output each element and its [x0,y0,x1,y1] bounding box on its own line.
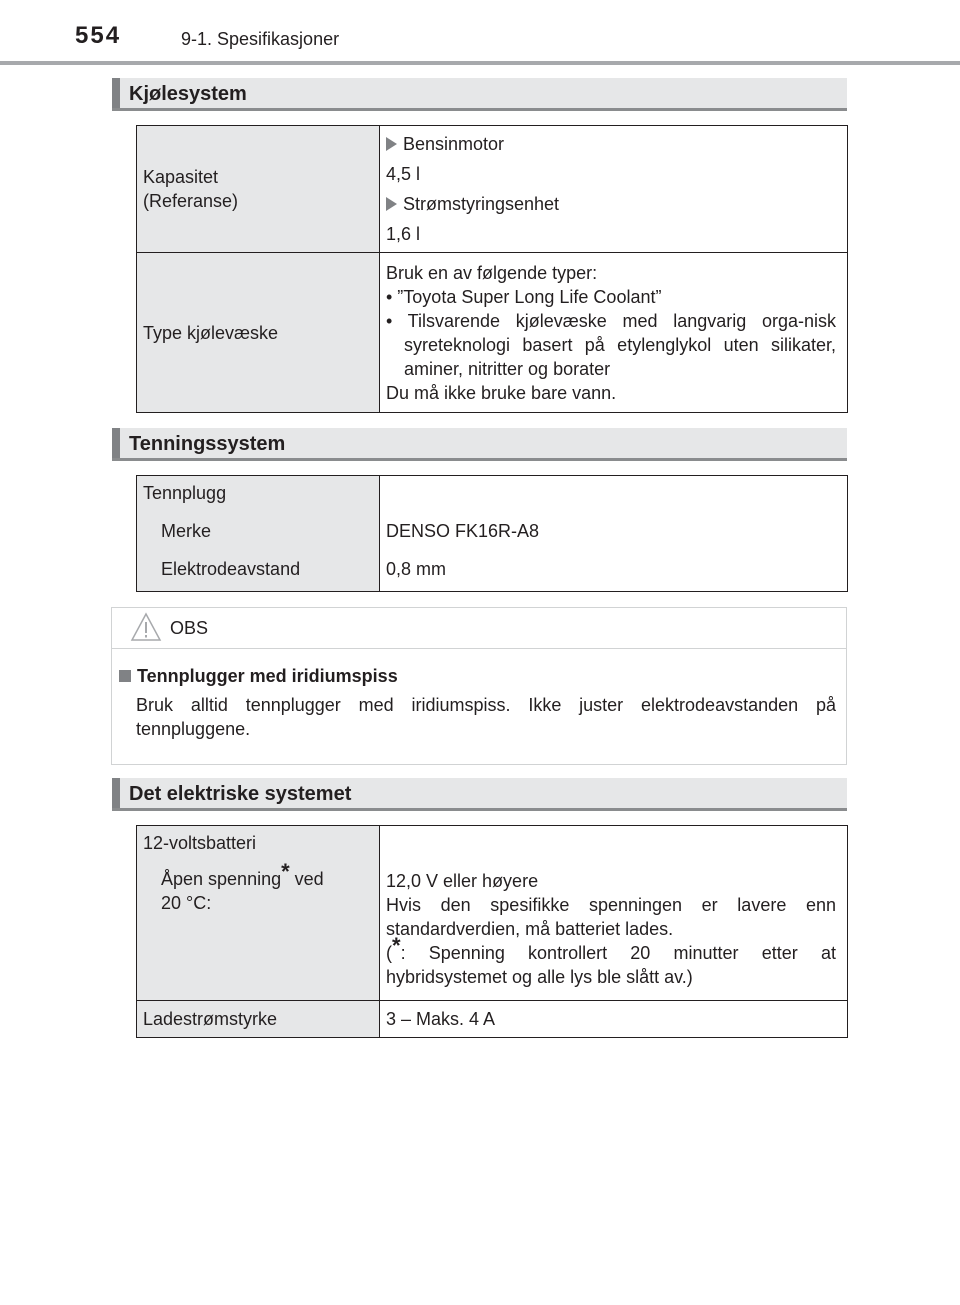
charge-value: 3 – Maks. 4 A [386,1009,496,1029]
page-number: 554 [75,22,122,49]
charge-value-cell [380,1001,848,1038]
spark-plug-label: Tennplugg [143,483,227,503]
charge-label: Ladestrømstyrke [143,1009,278,1029]
notice-box [111,607,847,765]
ignition-table [136,475,848,592]
section-bar [112,78,120,108]
capacity-label-cell [137,126,380,253]
spark-plug-value-cell [380,476,848,592]
capacity-label: Kapasitet (Referanse) [143,167,239,211]
engine-value: 4,5 l [386,164,421,184]
pcu-row [386,192,836,216]
notice-subtitle-row [119,666,398,687]
arrow-icon [386,197,397,211]
section-cooling-header [112,78,847,111]
notice-subtitle: Tennplugger med iridiumspiss [137,666,398,686]
brand-value: DENSO FK16R-A8 [386,521,540,541]
coolant-note: Du må ikke bruke bare vann. [386,382,617,403]
battery-label: 12-voltsbatteri [143,833,257,853]
pcu-label: Strømstyringsenhet [403,194,560,214]
spark-plug-label-cell [137,476,380,592]
coolant-intro: Bruk en av følgende typer: [386,262,598,283]
chapter-title: 9-1. Spesifikasjoner [181,29,340,49]
battery-label-cell [137,826,380,1001]
electrical-table [136,825,848,1038]
coolant-bullet: • ”Toyota Super Long Life Coolant” [386,286,662,307]
square-bullet-icon [119,670,131,682]
voltage-label-a: Åpen spenning [161,869,282,889]
coolant-label-cell [137,253,380,413]
arrow-icon [386,137,397,151]
voltage-value: 12,0 V eller høyere [386,871,539,891]
section-title: Tenningssystem [129,433,286,455]
section-title: Kjølesystem [129,83,247,105]
notice-text: Bruk alltid tennplugger med iridiumspiss. Ikke juster elektrodeavstanden på tennpluggene. [136,695,836,739]
coolant-value-cell [380,253,848,413]
asterisk-mark: * [392,933,401,958]
notice-label: OBS [170,618,209,638]
section-ignition-header [112,428,847,461]
section-bar [112,428,120,458]
engine-row [386,132,836,156]
brand-label: Merke [161,521,212,541]
cooling-table [136,125,848,413]
warning-icon [130,612,162,642]
section-bar [112,778,120,808]
charge-label-cell [137,1001,380,1038]
voltage-footnote [386,933,836,989]
coolant-bullet: • Tilsvarende kjølevæske med langvarig orga-nisk syreteknologi basert på etylenglykol uten silikater, aminer, nitritter og borater [386,310,836,379]
footnote-open: ( [386,943,392,963]
battery-value-cell [380,826,848,1001]
asterisk-mark: * [281,859,290,884]
engine-label: Bensinmotor [403,134,505,154]
gap-label: Elektrodeavstand [161,559,301,579]
capacity-value-cell [380,126,848,253]
section-electrical-header [112,778,847,811]
footnote-text: : Spenning kontrollert 20 minutter etter at hybridsystemet og alle lys ble slått av.) [386,943,836,987]
notice-header [112,608,846,649]
gap-value: 0,8 mm [386,559,447,579]
voltage-label [143,859,373,915]
pcu-value: 1,6 l [386,224,421,244]
coolant-label: Type kjølevæske [143,322,279,343]
voltage-label-b: ved 20 °C: [161,869,324,913]
voltage-note: Hvis den spesifikke spenningen er lavere enn standardverdien, må batteriet lades. [386,895,836,939]
section-title: Det elektriske systemet [129,783,352,805]
header-rule [0,61,960,65]
